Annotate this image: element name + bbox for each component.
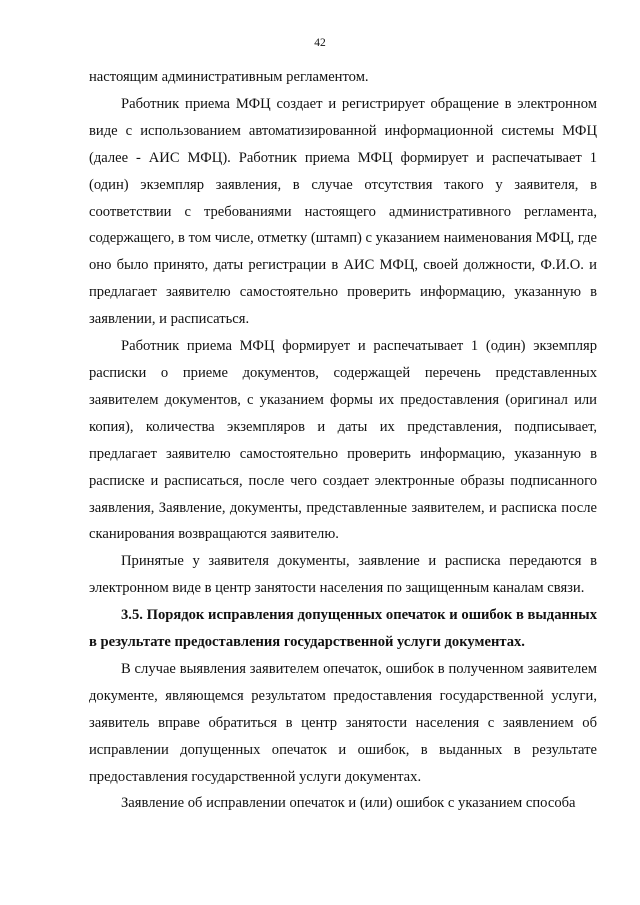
document-body	[89, 64, 597, 817]
paragraph-receipt: Работник приема МФЦ формирует и распечатывает 1 (один) экземпляр расписки о приеме документов, содержащей перечень представленных заявителем документов, с указанием формы их предоставления (оригинал или копия), количества экземпляров и даты их представления, подписывает, предлагает заявителю самостоятельно проверить информацию, указанную в расписке и расписаться, после чего создает электронные образы подписанного заявления, Заявление, документы, представленные заявителем, и расписка после сканирования возвращаются заявителю.	[89, 338, 597, 543]
page-number: 42	[314, 37, 326, 49]
paragraph-continuation: настоящим административным регламентом.	[89, 69, 369, 85]
paragraph-mfc-registration: Работник приема МФЦ создает и регистрирует обращение в электронном виде с использованием автоматизированной информационной системы МФЦ (далее - АИС МФЦ). Работник приема МФЦ формирует и распечатывает 1 (один) экземпляр заявления, в случае отсутствия такого у заявителя, в соответствии с требованиями настоящего административного регламента, содержащего, в том числе, отметку (штамп) с указанием наименования МФЦ, где оно было принято, даты регистрации в АИС МФЦ, своей должности, Ф.И.О. и предлагает заявителю самостоятельно проверить информацию, указанную в заявлении, и расписаться.	[89, 95, 597, 328]
paragraph-correction-request: Заявление об исправлении опечаток и (или) ошибок с указанием способа	[121, 795, 576, 812]
paragraph-transfer: Принятые у заявителя документы, заявление и расписка передаются в электронном виде в центр занятости населения по защищенным каналам связи.	[89, 553, 597, 597]
section-heading: 3.5. Порядок исправления допущенных опечаток и ошибок в выданных в результате предоставления государственной услуги документах.	[89, 607, 597, 651]
paragraph-errors: В случае выявления заявителем опечаток, ошибок в полученном заявителем документе, являющемся результатом предоставления государственной услуги, заявитель вправе обратиться в центр занятости населения с заявлением об исправлении допущенных опечаток и ошибок, в выданных в результате предоставления государственной услуги документах.	[89, 660, 597, 785]
